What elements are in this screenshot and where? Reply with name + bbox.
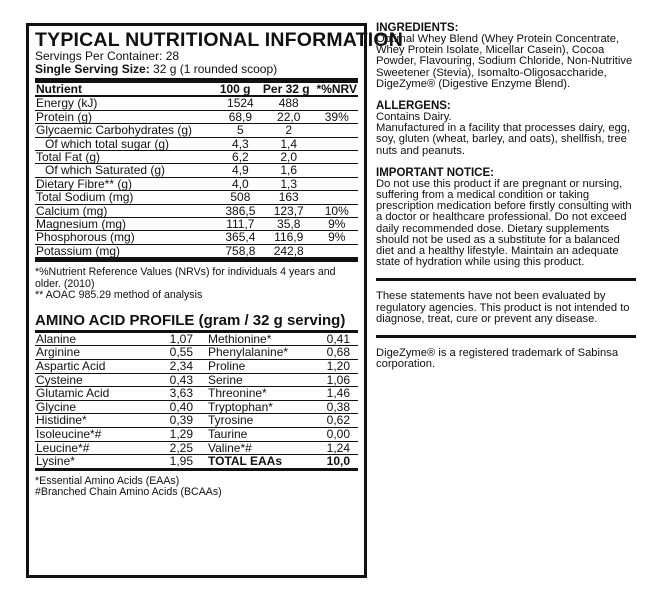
amino-name: Leucine*# (36, 440, 90, 455)
notice-section (376, 167, 636, 269)
nutrition-row (35, 244, 358, 259)
notice-heading: IMPORTANT NOTICE: (376, 166, 494, 179)
header-nrv: *%NRV (316, 82, 357, 96)
per-32g-value: 2 (285, 123, 293, 138)
amino-name: Cysteine (36, 372, 83, 387)
amino-value: 1,29 (169, 426, 193, 441)
amino-value: 0,43 (169, 372, 193, 387)
amino-value: 1,24 (326, 440, 350, 455)
amino-name: Alanine (36, 331, 77, 346)
per-100g-value: 111,7 (226, 217, 255, 232)
nrv-value (316, 164, 358, 177)
per-32g-value: 488 (278, 96, 299, 111)
amino-name: Proline (208, 358, 246, 373)
disclaimer-text: These statements have not been evaluated by regulatory agencies. This product is not intended to diagnose, treat, cure or prevent any disease. (376, 290, 630, 325)
nutrient-name: Calcium (mg) (36, 203, 108, 218)
nrv-value (316, 191, 358, 204)
amino-row (35, 455, 358, 470)
amino-row (35, 441, 358, 455)
amino-name: Serine (208, 372, 243, 387)
eaa-footnote: *Essential Amino Acids (EAAs) (35, 474, 180, 487)
per-32g-value: 242,8 (273, 243, 304, 258)
amino-value: 0,00 (326, 426, 350, 441)
nrv-note: *%Nutrient Reference Values (NRVs) for individuals 4 years and older. (2010) (35, 266, 336, 290)
nutrition-panel (26, 23, 404, 578)
amino-row (35, 414, 358, 428)
notice-text: Do not use this product if are pregnant or nursing, suffering from a medical condition or taking prescription medication before firstly consulting with a doctor or healthcare professional. Do not exceed daily recommended dose. Dietary supplements should not be used as a substitute for a balanced diet and a healthy lifestyle. Maintain an adequate state of hydration while using this product. (376, 177, 632, 269)
amino-row (35, 333, 358, 346)
bcaa-footnote: #Branched Chain Amino Acids (BCAAs) (35, 486, 222, 499)
servings-per-container: Servings Per Container: 28 (35, 49, 180, 63)
amino-name: TOTAL EAAs (208, 454, 283, 469)
header-per-32g: Per 32 g (262, 82, 310, 96)
aoac-note: ** AOAC 985.29 method of analysis (35, 289, 203, 302)
info-column (376, 22, 636, 370)
amino-row (35, 373, 358, 387)
amino-value: 0,55 (169, 345, 193, 360)
per-100g-value: 758,8 (225, 243, 256, 258)
allergens-line1: Contains Dairy. (376, 111, 452, 124)
amino-name: Histidine* (36, 413, 87, 428)
allergens-section (376, 100, 636, 157)
amino-value: 1,07 (169, 331, 193, 346)
amino-value: 0,40 (169, 399, 193, 414)
amino-value: 0,38 (326, 399, 350, 414)
divider-2 (376, 335, 636, 338)
amino-row (35, 346, 358, 360)
amino-value: 1,20 (326, 358, 350, 373)
nutrient-name: Of which total sugar (g) (45, 136, 170, 151)
amino-row (35, 387, 358, 401)
per-100g-value: 4,0 (232, 176, 249, 191)
per-32g-value: 22,0 (277, 109, 301, 124)
nutrient-name: Glycaemic Carbohydrates (g) (36, 123, 193, 138)
nutrition-row (35, 124, 358, 137)
nutrition-row (35, 110, 358, 123)
nutrition-row (35, 151, 358, 164)
amino-name: Valine*# (208, 440, 252, 455)
per-32g-value: 1,4 (280, 136, 298, 151)
amino-name: Threonine* (208, 386, 267, 401)
per-100g-value: 508 (230, 190, 251, 205)
allergens-line2: Manufactured in a facility that processes dairy, egg, soy, gluten (wheat, barley, and oats), shellfish, tree nuts and peanuts. (376, 122, 631, 157)
nutrient-name: Of which Saturated (g) (45, 163, 166, 178)
ingredients-text: Optimal Whey Blend (Whey Protein Concentrate, Whey Protein Isolate, Micellar Casein), Cocoa Powder, Flavouring, Sodium Chloride, Non-Nutritive Sweetener (Stevia), Isomalto-Oligosaccharide, DigeZyme® (Digestive Enzyme Blend). (376, 33, 633, 90)
amino-name: Lysine* (36, 454, 75, 469)
nutrition-row (35, 191, 358, 204)
per-100g-value: 386,5 (225, 203, 256, 218)
amino-value: 2,34 (169, 358, 193, 373)
nutrient-name: Potassium (mg) (36, 243, 121, 258)
amino-value: 3,63 (169, 386, 193, 401)
divider-1 (376, 278, 636, 281)
per-32g-value: 116,9 (274, 230, 304, 245)
nrv-value (316, 124, 358, 137)
nrv-value (316, 96, 358, 110)
ingredients-section (376, 22, 636, 90)
amino-value: 10,0 (326, 454, 350, 469)
per-32g-value: 35,8 (277, 217, 301, 232)
ingredients-heading: INGREDIENTS: (376, 22, 459, 34)
amino-row (35, 359, 358, 373)
nutrition-row (35, 204, 358, 217)
amino-value: 0,62 (326, 413, 350, 428)
nutrient-name: Total Fat (g) (36, 150, 101, 165)
amino-value: 0,41 (326, 331, 350, 346)
nrv-value (316, 137, 358, 150)
nutrition-title: TYPICAL NUTRITIONAL INFORMATION (35, 29, 404, 51)
nrv-value (316, 244, 358, 259)
per-32g-value: 1,6 (280, 163, 298, 178)
nutrition-table (35, 78, 358, 262)
trademark-text: DigeZyme® is a registered trademark of Sabinsa corporation. (376, 347, 619, 371)
per-100g-value: 4,3 (232, 136, 249, 151)
amino-row (35, 427, 358, 441)
serving-size-value: 32 g (1 rounded scoop) (149, 62, 278, 76)
nutrient-name: Total Sodium (mg) (36, 190, 134, 205)
nrv-value: 10% (324, 203, 349, 218)
per-32g-value: 123,7 (273, 203, 304, 218)
serving-size (35, 63, 358, 76)
nrv-value (316, 151, 358, 164)
nutrient-name: Dietary Fibre** (g) (36, 176, 133, 191)
nutrition-row (35, 231, 358, 244)
nutrient-name: Magnesium (mg) (36, 217, 127, 232)
amino-name: Tyrosine (208, 413, 254, 428)
amino-name: Methionine* (208, 331, 272, 346)
per-32g-value: 1,3 (280, 176, 298, 191)
amino-title: AMINO ACID PROFILE (gram / 32 g serving) (35, 312, 358, 333)
per-100g-value: 4,9 (232, 163, 249, 178)
nutrition-header-row (35, 81, 358, 97)
amino-row (35, 400, 358, 414)
amino-value: 1,06 (326, 372, 350, 387)
amino-value: 2,25 (169, 440, 193, 455)
amino-name: Tryptophan* (208, 399, 273, 414)
amino-value: 1,95 (169, 454, 193, 469)
allergens-heading: ALLERGENS: (376, 100, 451, 113)
nutrient-name: Phosphorous (mg) (36, 230, 135, 245)
header-nutrient: Nutrient (36, 82, 82, 96)
per-100g-value: 68,9 (228, 109, 253, 124)
nutrient-name: Protein (g) (36, 109, 93, 124)
amino-name: Isoleucine*# (36, 426, 102, 441)
amino-name: Aspartic Acid (36, 358, 106, 373)
amino-table (35, 333, 358, 471)
serving-size-label: Single Serving Size: (35, 62, 150, 76)
amino-name: Arginine (36, 345, 81, 360)
per-100g-value: 365,4 (225, 230, 256, 245)
amino-name: Phenylalanine* (208, 345, 289, 360)
nutrition-row (35, 164, 358, 177)
nutrition-row (35, 177, 358, 190)
amino-value: 0,39 (169, 413, 193, 428)
amino-name: Glycine (36, 399, 77, 414)
header-per-100g: 100 g (219, 82, 251, 96)
per-32g-value: 163 (278, 190, 299, 205)
nutrition-row (35, 96, 358, 110)
amino-value: 0,68 (326, 345, 350, 360)
nrv-value: 9% (328, 217, 346, 232)
per-100g-value: 1524 (227, 96, 254, 111)
amino-name: Glutamic Acid (36, 386, 110, 401)
nrv-value: 39% (324, 109, 349, 124)
amino-value: 1,46 (326, 386, 350, 401)
per-100g-value: 5 (237, 123, 244, 138)
nutrition-row (35, 137, 358, 150)
nrv-value: 9% (328, 230, 346, 245)
nutrition-row (35, 218, 358, 231)
per-100g-value: 6,2 (232, 150, 249, 165)
nutrient-name: Energy (kJ) (36, 96, 98, 111)
amino-name: Taurine (208, 426, 248, 441)
per-32g-value: 2,0 (280, 150, 298, 165)
nrv-value (316, 177, 358, 190)
